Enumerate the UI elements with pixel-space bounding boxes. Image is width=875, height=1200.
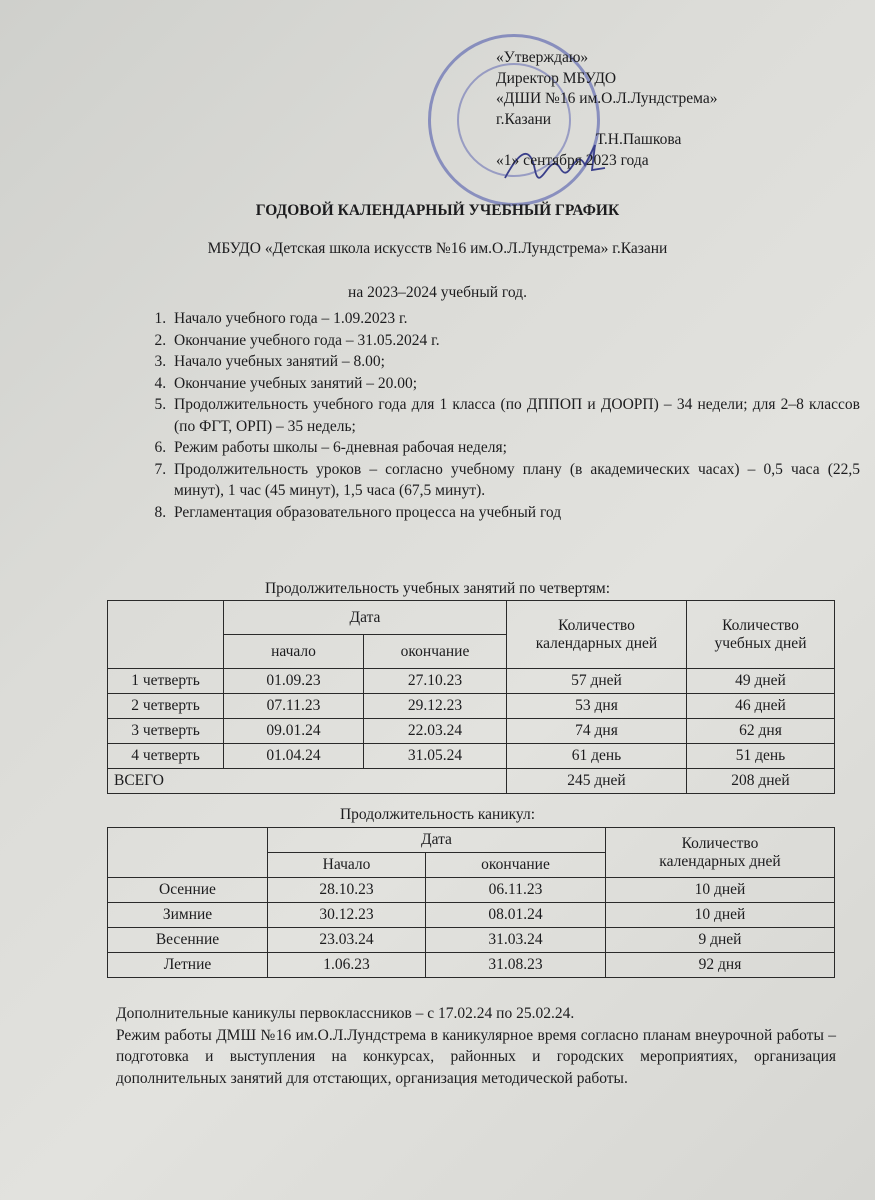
document-year: на 2023–2024 учебный год. — [348, 284, 527, 301]
table-row — [108, 669, 835, 694]
total-row — [108, 769, 835, 794]
header-calendar-days: Количество календарных дней — [507, 601, 687, 669]
approval-block — [496, 48, 718, 171]
cell: 09.01.24 — [224, 719, 364, 744]
header-calendar-days: Количество календарных дней — [606, 828, 835, 878]
cell: 31.05.24 — [364, 744, 507, 769]
footer-paragraph: Режим работы ДМШ №16 им.О.Л.Лундстрема в каникулярное время согласно планам внеурочной работы – подготовка и выступления на конкурсах, районных и городских мероприятиях, организация дополнительных занятий для отстающих, организация методической работы. — [116, 1026, 836, 1087]
cell: Весенние — [108, 928, 268, 953]
cell: Осенние — [108, 878, 268, 903]
cell: 29.12.23 — [364, 694, 507, 719]
list-item: 8. Регламентация образовательного процесса на учебный год — [170, 502, 860, 524]
cell: 01.04.24 — [224, 744, 364, 769]
cell: 07.11.23 — [224, 694, 364, 719]
cell: 92 дня — [606, 953, 835, 978]
document-subtitle: МБУДО «Детская школа искусств №16 им.О.Л.Лундстрема» г.Казани — [207, 240, 668, 257]
list-item: 1. Начало учебного года – 1.09.2023 г. — [170, 308, 860, 330]
cell: 31.03.24 — [426, 928, 606, 953]
cell: 2 четверть — [108, 694, 224, 719]
list-item: 7. Продолжительность уроков – согласно учебному плану (в академических часах) – 0,5 часа (22,5 минут), 1 час (45 минут), 1,5 часа (67,5 минут). — [170, 459, 860, 502]
cell: 53 дня — [507, 694, 687, 719]
approval-signer: Т.Н.Пашкова — [596, 131, 682, 148]
cell: 23.03.24 — [268, 928, 426, 953]
header-start: Начало — [268, 853, 426, 878]
cell: 245 дней — [507, 769, 687, 794]
cell: Летние — [108, 953, 268, 978]
table-row — [108, 744, 835, 769]
cell: 57 дней — [507, 669, 687, 694]
header-empty — [108, 828, 268, 878]
cell: 62 дня — [687, 719, 835, 744]
approval-label: «Утверждаю» — [496, 49, 589, 66]
cell: 22.03.24 — [364, 719, 507, 744]
table-row — [108, 878, 835, 903]
cell: 74 дня — [507, 719, 687, 744]
list-item: 5. Продолжительность учебного года для 1 класса (по ДППОП и ДООРП) – 34 недели; для 2–8 классов (по ФГТ, ОРП) – 35 недель; — [170, 394, 860, 437]
cell: ВСЕГО — [108, 769, 507, 794]
table-row — [108, 719, 835, 744]
cell: 01.09.23 — [224, 669, 364, 694]
list-item: 4. Окончание учебных занятий – 20.00; — [170, 373, 860, 395]
list-item: 3. Начало учебных занятий – 8.00; — [170, 351, 860, 373]
header-end: окончание — [426, 853, 606, 878]
cell: Зимние — [108, 903, 268, 928]
header-date: Дата — [268, 828, 606, 853]
list-item: 2. Окончание учебного года – 31.05.2024 г. — [170, 330, 860, 352]
cell: 208 дней — [687, 769, 835, 794]
cell: 30.12.23 — [268, 903, 426, 928]
quarters-caption: Продолжительность учебных занятий по четвертям: — [264, 580, 611, 597]
cell: 10 дней — [606, 903, 835, 928]
cell: 61 день — [507, 744, 687, 769]
cell: 27.10.23 — [364, 669, 507, 694]
approval-org: «ДШИ №16 им.О.Л.Лундстрема» — [496, 90, 718, 107]
cell: 9 дней — [606, 928, 835, 953]
footer-text — [116, 1003, 836, 1089]
header-date: Дата — [224, 601, 507, 635]
header-study-days: Количество учебных дней — [687, 601, 835, 669]
table-row — [108, 694, 835, 719]
document-title: ГОДОВОЙ КАЛЕНДАРНЫЙ УЧЕБНЫЙ ГРАФИК — [255, 202, 620, 219]
items-list — [130, 308, 860, 523]
header-end: окончание — [364, 635, 507, 669]
cell: 51 день — [687, 744, 835, 769]
cell: 1 четверть — [108, 669, 224, 694]
table-row — [108, 928, 835, 953]
cell: 31.08.23 — [426, 953, 606, 978]
cell: 3 четверть — [108, 719, 224, 744]
cell: 08.01.24 — [426, 903, 606, 928]
cell: 06.11.23 — [426, 878, 606, 903]
table-row — [108, 903, 835, 928]
approval-city: г.Казани — [496, 110, 552, 128]
cell: 10 дней — [606, 878, 835, 903]
footer-paragraph: Дополнительные каникулы первоклассников – с 17.02.24 по 25.02.24. — [116, 1005, 575, 1022]
approval-date: «1» сентября 2023 года — [496, 151, 649, 169]
cell: 49 дней — [687, 669, 835, 694]
cell: 46 дней — [687, 694, 835, 719]
list-item: 6. Режим работы школы – 6-дневная рабочая неделя; — [170, 437, 860, 459]
cell: 28.10.23 — [268, 878, 426, 903]
quarters-table — [107, 600, 835, 794]
cell: 4 четверть — [108, 744, 224, 769]
holidays-table — [107, 827, 835, 978]
table-row — [108, 953, 835, 978]
cell: 1.06.23 — [268, 953, 426, 978]
approval-position: Директор МБУДО — [496, 69, 617, 87]
header-start: начало — [224, 635, 364, 669]
holidays-caption: Продолжительность каникул: — [339, 806, 536, 823]
header-empty — [108, 601, 224, 669]
